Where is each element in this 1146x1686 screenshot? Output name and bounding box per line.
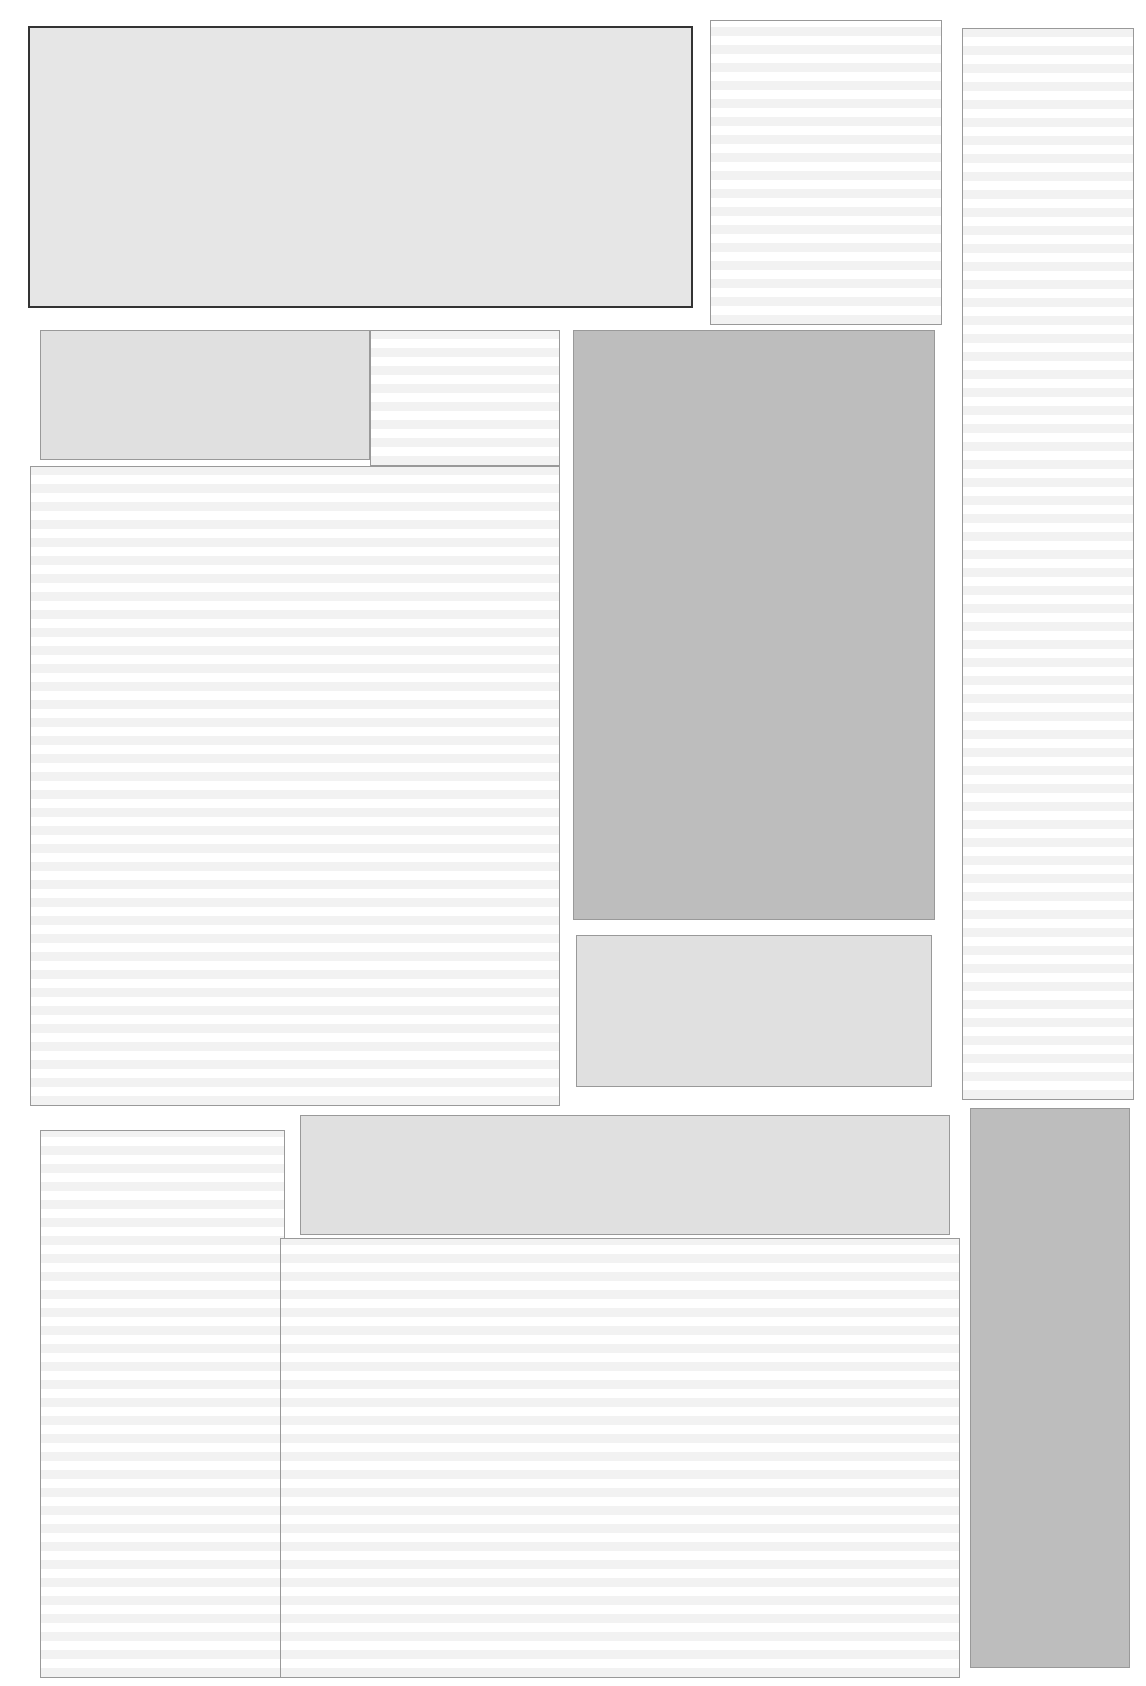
masthead-region [28,26,693,308]
harvest-article-region [280,1238,960,1678]
section-title-region [40,330,370,460]
right-column-region [962,28,1134,1100]
banner-region [576,935,932,1087]
headline-article-region [710,20,942,325]
harvest-headline-region [300,1115,950,1235]
photo-region [573,330,935,920]
side-article-region [40,1130,285,1678]
library-article-continued-region [370,330,560,466]
photo-region [970,1108,1130,1668]
library-article-region [30,466,560,1106]
